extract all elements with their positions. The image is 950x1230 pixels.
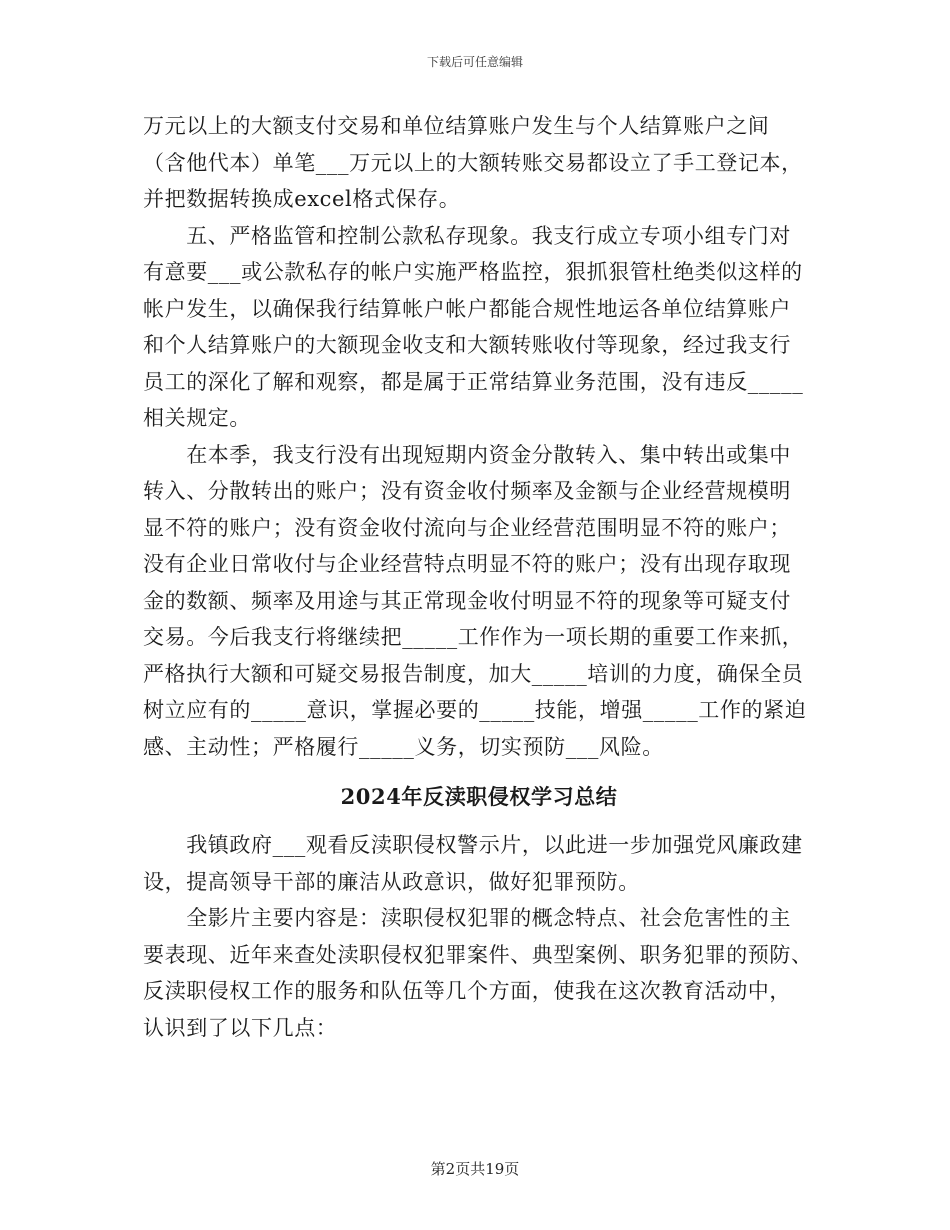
text-line: 并把数据转换成excel格式保存。 [143,187,461,211]
text-line: 没有企业日常收付与企业经营特点明显不符的账户；没有出现存取现 [143,552,791,576]
text-line: 帐户发生，以确保我行结算帐户帐户都能合规性地运各单位结算账户 [143,296,791,321]
text-line: 和个人结算账户的大额现金收支和大额转账收付等现象，经过我支行 [143,333,791,357]
section-2-paragraphs [143,827,815,1046]
text-line: 交易。今后我支行将继续把_____工作作为一项长期的重要工作来抓， [143,625,804,649]
text-line: （含他代本）单笔___万元以上的大额转账交易都设立了手工登记本， [143,150,803,175]
text-line: 严格执行大额和可疑交易报告制度，加大_____培训的力度，确保全员 [143,661,804,686]
text-line: 认识到了以下几点： [143,1015,338,1040]
text-line: 员工的深化了解和观察，都是属于正常结算业务范围，没有违反_____ [143,369,804,394]
text-line: 在本季，我支行没有出现短期内资金分散转入、集中转出或集中 [143,442,791,467]
document-body [143,108,815,1046]
text-line: 万元以上的大额支付交易和单位结算账户发生与个人结算账户之间 [143,114,770,138]
text-line: 转入、分散转出的账户；没有资金收付频率及金额与企业经营规模明 [143,479,791,503]
text-line: 金的数额、频率及用途与其正常现金收付明显不符的现象等可疑支付 [143,588,791,613]
text-line: 相关规定。 [143,406,251,430]
text-line: 反渎职侵权工作的服务和队伍等几个方面，使我在这次教育活动中， [143,979,791,1003]
text-line: 我镇政府___观看反渎职侵权警示片，以此进一步加强党风廉政建 [143,833,803,857]
text-line: 设，提高领导干部的廉洁从政意识，做好犯罪预防。 [143,869,640,894]
text-line: 感、主动性；严格履行_____义务，切实预防___风险。 [143,734,664,759]
text-line: 要表现、近年来查处渎职侵权犯罪案件、典型案例、职务犯罪的预防、 [143,942,813,967]
text-line: 树立应有的_____意识，掌握必要的_____技能，增强_____工作的紧迫 [143,698,807,722]
document-title: 2024年反渎职侵权学习总结 [340,784,618,809]
text-line: 五、严格监管和控制公款私存现象。我支行成立专项小组专门对 [143,223,791,248]
page-footer-number: 第2页共19页 [430,1160,520,1178]
page-header-note: 下载后可任意编辑 [426,55,523,69]
text-line: 有意要___或公款私存的帐户实施严格监控，狠抓狠管杜绝类似这样的 [143,260,803,284]
section-1-paragraphs [143,108,815,765]
text-line: 全影片主要内容是：渎职侵权犯罪的概念特点、社会危害性的主 [143,906,791,930]
text-line: 显不符的账户；没有资金收付流向与企业经营范围明显不符的账户； [143,515,791,540]
